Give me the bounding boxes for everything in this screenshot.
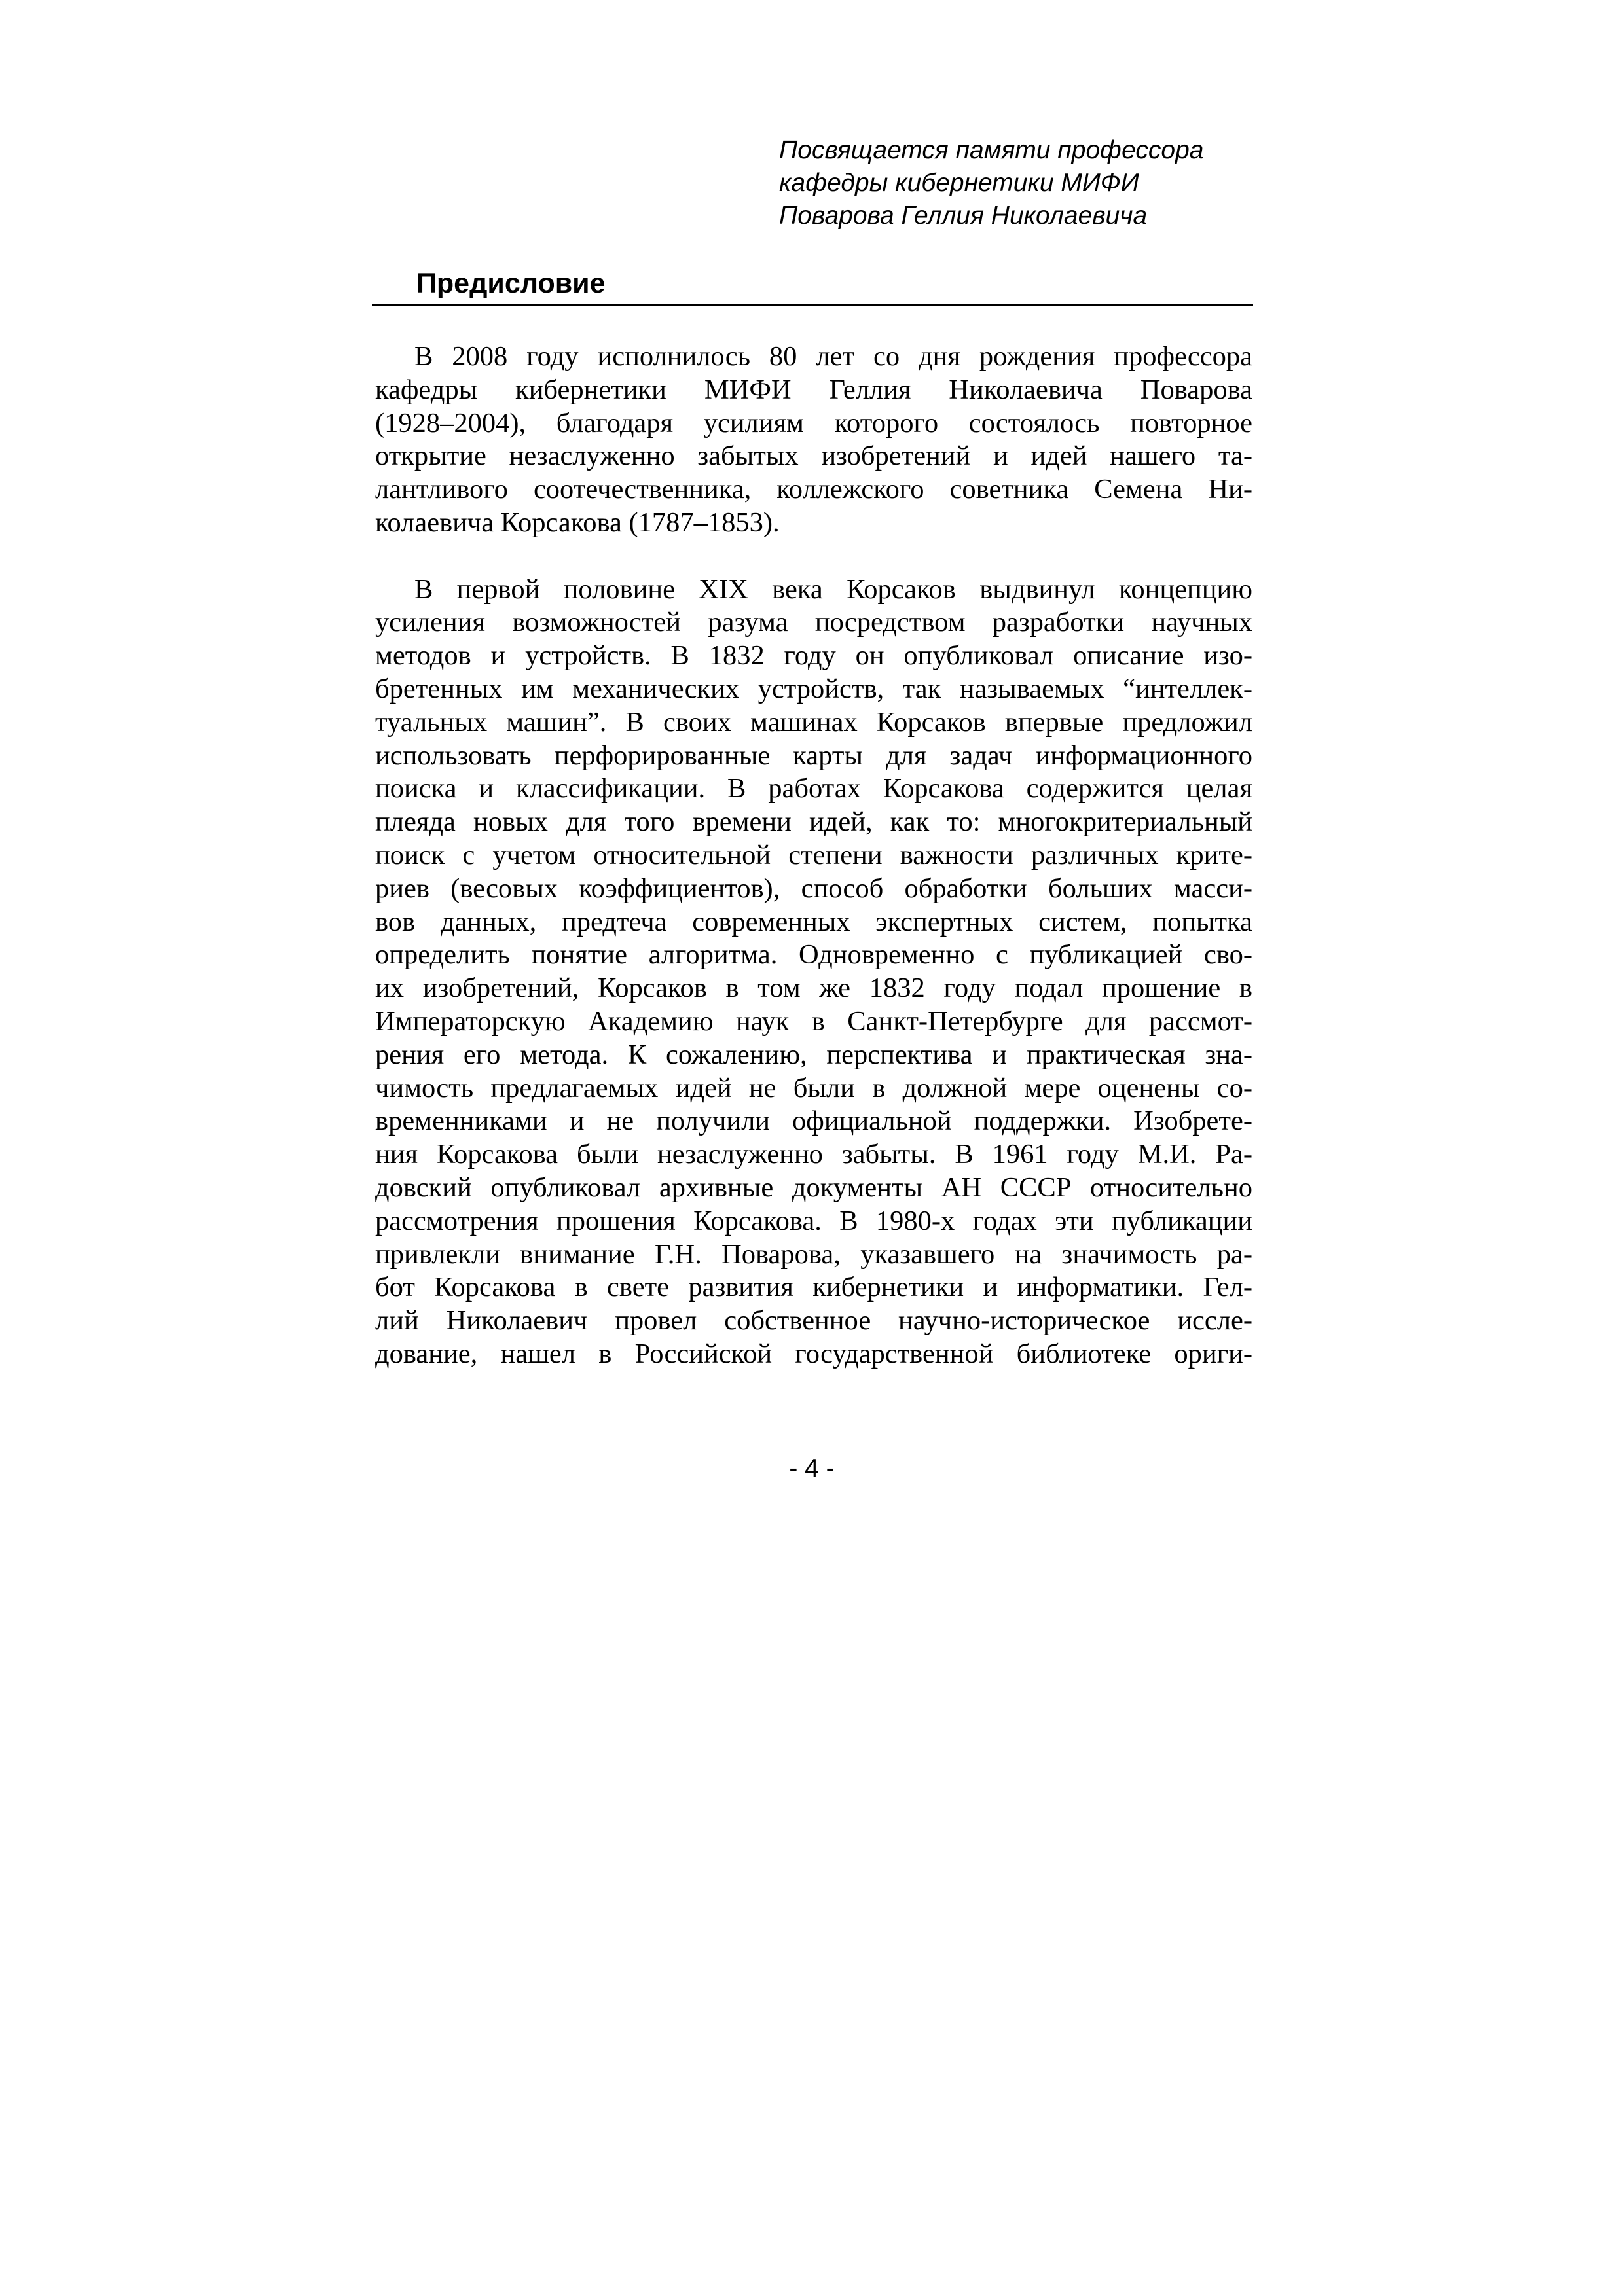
text-line: Императорскую Академию наук в Санкт-Петербурге для рассмот- [375,1005,1252,1037]
text-line: В 2008 году исполнилось 80 лет со дня рождения профессора [414,341,1252,372]
text-line: туальных машин”. В своих машинах Корсаков впервые предложил [375,706,1252,738]
text-line: их изобретений, Корсаков в том же 1832 году подал прошение в [375,973,1252,1004]
text-line: дование, нашел в Российской государственной библиотеке ориги- [375,1338,1252,1369]
text-line: В первой половине XIX века Корсаков выдвинул концепцию [414,573,1252,605]
text-line: риев (весовых коэффициентов), способ обработки больших масси- [375,872,1252,904]
text-line: усиления возможностей разума посредством разработки научных [375,607,1252,638]
text-line: лантливого соотечественника, коллежского советника Семена Ни- [375,474,1252,505]
text-line: привлекли внимание Г.Н. Поварова, указавшего на значимость ра- [375,1238,1252,1270]
text-line: колаевича Корсакова (1787–1853). [375,507,780,538]
dedication-line: кафедры кибернетики МИФИ [779,169,1139,197]
text-line: бретенных им механических устройств, так называемых “интеллек- [375,673,1252,704]
section-heading: Предисловие [416,268,606,299]
dedication-line: Посвящается памяти профессора [779,136,1204,164]
dedication-line: Поварова Геллия Николаевича [779,202,1148,230]
text-line: поиск с учетом относительной степени важности различных крите- [375,839,1252,870]
text-line: рения его метода. К сожалению, перспектива и практическая зна- [375,1039,1252,1070]
heading-rule [372,304,1253,306]
text-line: бот Корсакова в свете развития кибернетики и информатики. Гел- [375,1272,1252,1303]
body-text [375,340,1252,1371]
paragraph-2 [375,573,1252,1371]
text-line: вов данных, предтеча современных экспертных систем, попытка [375,906,1252,937]
text-line: методов и устройств. В 1832 году он опубликовал описание изо- [375,640,1252,672]
text-line: временниками и не получили официальной поддержки. Изобрете- [375,1105,1252,1137]
text-line: (1928–2004), благодаря усилиям которого состоялось повторное [375,407,1252,439]
page-number: - 4 - [789,1454,835,1482]
text-line: поиска и классификации. В работах Корсакова содержится целая [375,773,1252,804]
dedication [779,134,1303,232]
text-line: лий Николаевич провел собственное научно-историческое иссле- [375,1305,1252,1336]
text-line: ния Корсакова были незаслуженно забыты. В 1961 году М.И. Ра- [375,1139,1252,1170]
paragraph-1 [375,340,1252,540]
text-line: рассмотрения прошения Корсакова. В 1980-х годах эти публикации [375,1205,1252,1236]
text-line: плеяда новых для того времени идей, как то: многокритериальный [375,806,1252,838]
text-line: определить понятие алгоритма. Одновременно с публикацией сво- [375,939,1252,971]
text-line: довский опубликовал архивные документы АН СССР относительно [375,1172,1252,1203]
text-line: чимость предлагаемых идей не были в должной мере оценены со- [375,1072,1252,1103]
text-line: кафедры кибернетики МИФИ Геллия Николаевича Поварова [375,374,1252,405]
text-line: использовать перфорированные карты для задач информационного [375,740,1252,771]
text-line: открытие незаслуженно забытых изобретений и идей нашего та- [375,440,1252,472]
